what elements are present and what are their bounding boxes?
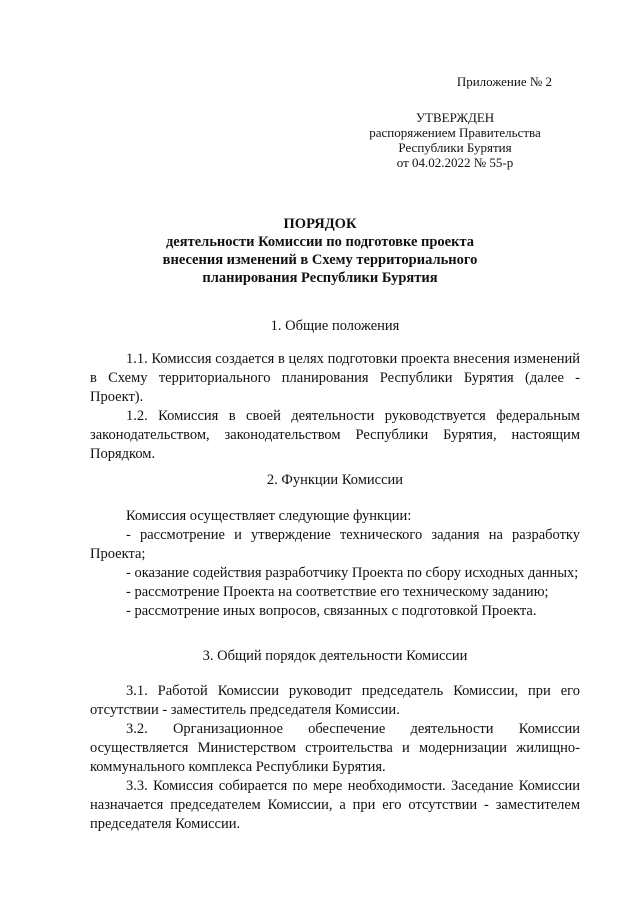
section-heading-1: 1. Общие положения [270, 318, 400, 334]
approved-by-line2: Республики Бурятия [398, 140, 512, 155]
section-3-body [90, 682, 580, 834]
function-item-4: - рассмотрение иных вопросов, связанных с подготовкой Проекта. [126, 603, 537, 619]
paragraph-1-1: 1.1. Комиссия создается в целях подготовки проекта внесения изменений в Схему территориального планирования Республики Бурятия (далее - Проект). [90, 351, 580, 405]
function-item-3: - рассмотрение Проекта на соответствие его техническому заданию; [126, 584, 549, 600]
function-item-2: - оказание содействия разработчику Проекта по сбору исходных данных; [126, 565, 579, 581]
paragraph-3-3: 3.3. Комиссия собирается по мере необходимости. Заседание Комиссии назначается председателем Комиссии, а при его отсутствии - заместителем председателя Комиссии. [90, 778, 580, 832]
appendix-label: Приложение № 2 [456, 74, 552, 89]
title-line1: ПОРЯДОК [283, 216, 357, 232]
title-line4: планирования Республики Бурятия [202, 270, 438, 286]
section-1-body [90, 350, 580, 464]
approved-by-line1: распоряжением Правительства [369, 125, 541, 140]
approval-block [340, 110, 570, 170]
paragraph-3-2: 3.2. Организационное обеспечение деятельности Комиссии осуществляется Министерством строительства и модернизации жилищно-коммунального комплекса Республики Бурятия. [90, 721, 580, 775]
approved-label: УТВЕРЖДЕН [415, 110, 495, 125]
paragraph-1-2: 1.2. Комиссия в своей деятельности руководствуется федеральным законодательством, законодательством Республики Бурятия, настоящим Порядком. [90, 408, 580, 462]
title-line2: деятельности Комиссии по подготовке проекта [165, 234, 475, 250]
paragraph-3-1: 3.1. Работой Комиссии руководит председатель Комиссии, при его отсутствии - заместитель председателя Комиссии. [90, 683, 580, 718]
functions-intro: Комиссия осуществляет следующие функции: [126, 508, 412, 524]
section-heading-3: 3. Общий порядок деятельности Комиссии [202, 648, 468, 664]
section-heading-2: 2. Функции Комиссии [266, 472, 404, 488]
title-line3: внесения изменений в Схему территориального [162, 252, 478, 268]
document-title [90, 215, 550, 287]
approved-date-number: от 04.02.2022 № 55-р [396, 155, 514, 170]
section-2-body [90, 507, 580, 621]
function-item-1: - рассмотрение и утверждение технического задания на разработку Проекта; [90, 527, 580, 562]
